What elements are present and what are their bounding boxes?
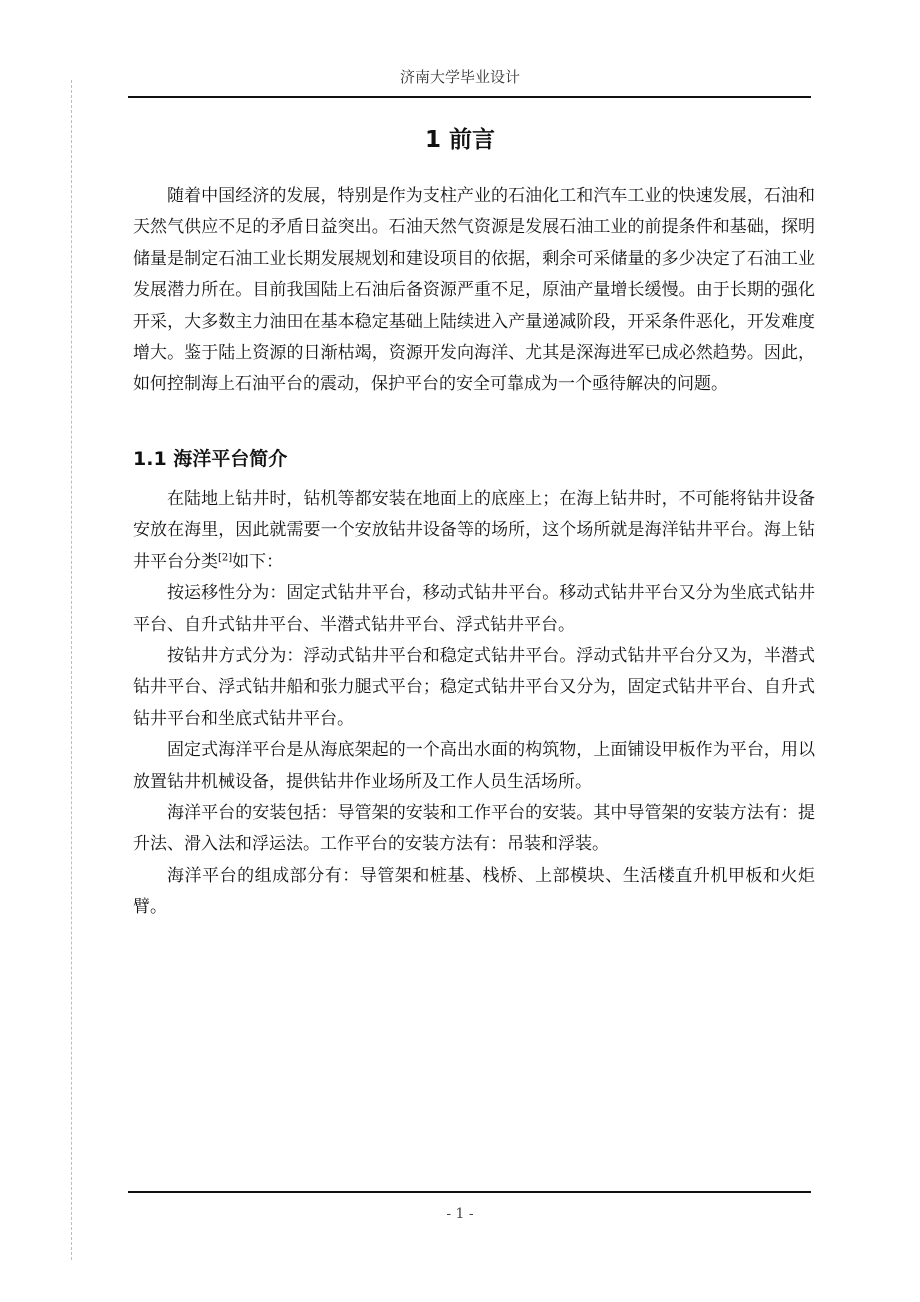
page-header-title: 济南大学毕业设计 [399,68,520,86]
section-heading: 1.1 海洋平台简介 [133,448,288,470]
intro-section [133,181,815,401]
section-body [133,484,815,924]
intro-paragraph: 随着中国经济的发展，特别是作为支柱产业的石油化工和汽车工业的快速发展，石油和天然气供应不足的矛盾日益突出。石油天然气资源是发展石油工业的前提条件和基础，探明储量是制定石油工业长期发展规划和建设项目的依据，剩余可采储量的多少决定了石油工业发展潜力所在。目前我国陆上石油后备资源严重不足，原油产量增长缓慢。由于长期的强化开采，大多数主力油田在基本稳定基础上陆续进入产量递减阶段，开采条件恶化，开发难度增大。鉴于陆上资源的日渐枯竭，资源开发向海洋、尤其是深海进军已成必然趋势。因此，如何控制海上石油平台的震动，保护平台的安全可靠成为一个亟待解决的问题。 [133,186,815,395]
citation-ref: [2] [218,552,233,564]
paragraph-1-text: 在陆地上钻井时，钻机等都安装在地面上的底座上；在海上钻井时，不可能将钻井设备安放在海里，因此就需要一个安放钻井设备等的场所，这个场所就是海洋钻井平台。海上钻井平台分类 [133,489,815,572]
header-rule [128,96,811,98]
paragraph-3: 按钻井方式分为：浮动式钻井平台和稳定式钻井平台。浮动式钻井平台分又为，半潜式钻井平台、浮式钻井船和张力腿式平台；稳定式钻井平台又分为，固定式钻井平台、自升式钻井平台和坐底式钻井平台。 [133,646,815,729]
footer-rule [128,1191,811,1193]
paragraph-1-tail: 如下： [232,551,284,572]
paragraph-2: 按运移性分为：固定式钻井平台，移动式钻井平台。移动式钻井平台又分为坐底式钻井平台、自升式钻井平台、半潜式钻井平台、浮式钻井平台。 [133,583,815,635]
page-number: - 1 - [446,1206,474,1222]
paragraph-4: 固定式海洋平台是从海底架起的一个高出水面的构筑物，上面铺设甲板作为平台，用以放置钻井机械设备，提供钻井作业场所及工作人员生活场所。 [133,740,815,792]
paragraph-6: 海洋平台的组成部分有：导管架和桩基、栈桥、上部模块、生活楼直升机甲板和火炬臂。 [133,865,815,918]
paragraph-5: 海洋平台的安装包括：导管架的安装和工作平台的安装。其中导管架的安装方法有：提升法、滑入法和浮运法。工作平台的安装方法有：吊装和浮装。 [133,803,815,855]
binding-margin-line [71,80,72,1260]
paragraph-1 [133,484,815,578]
chapter-title: 1 前言 [424,127,495,153]
